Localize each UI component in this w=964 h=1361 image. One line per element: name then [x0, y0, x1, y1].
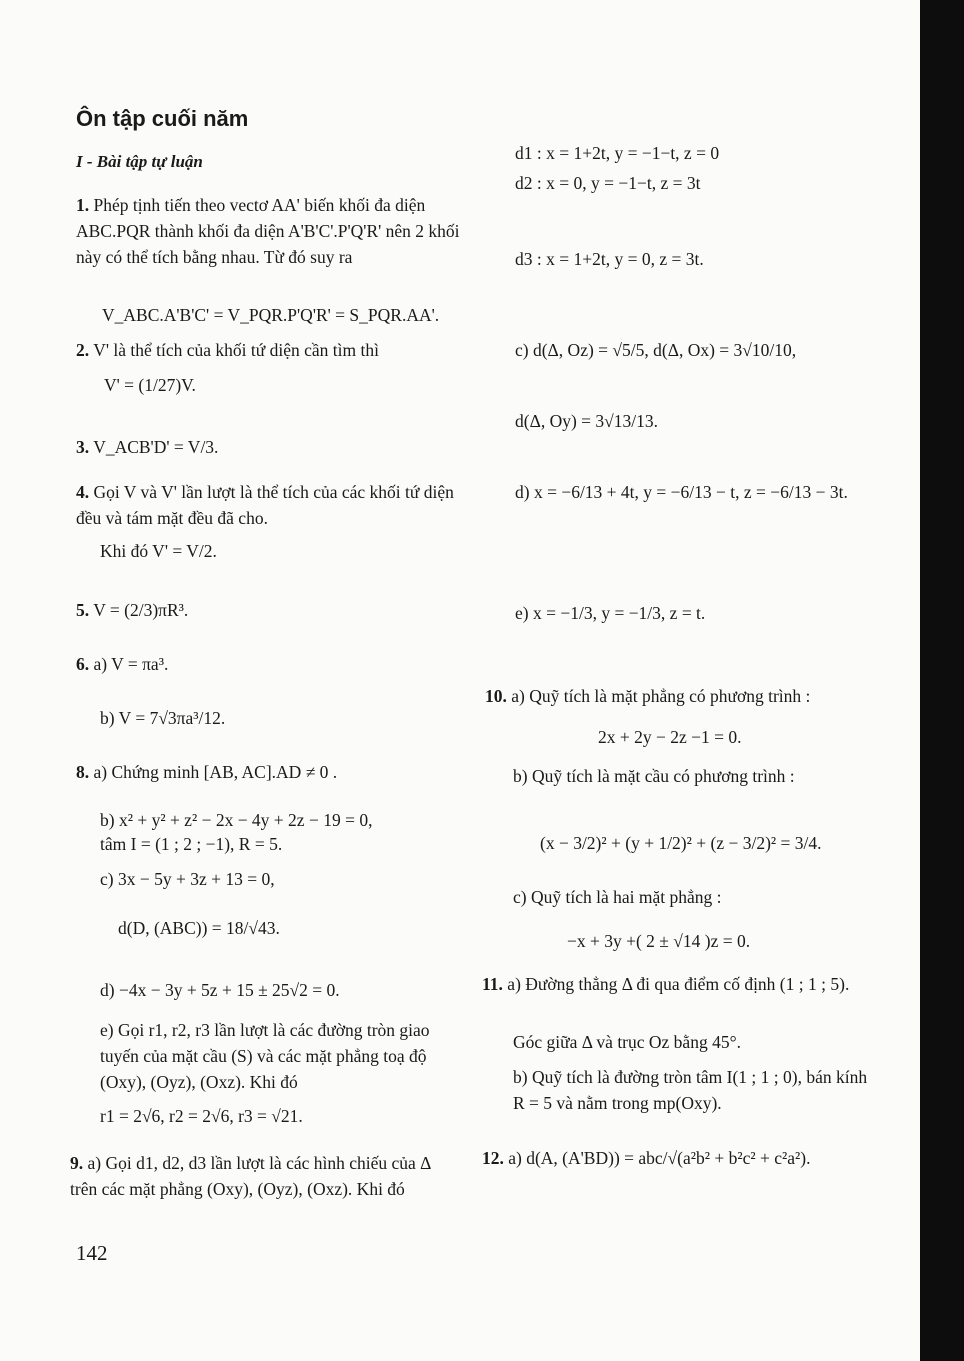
exercise-number: 12.: [482, 1148, 504, 1168]
line-d3: d3 : x = 1+2t, y = 0, z = 3t.: [515, 249, 704, 269]
exercise-9: [70, 1150, 460, 1202]
line-d1: d1 : x = 1+2t, y = −1−t, z = 0: [515, 143, 720, 163]
exercise-text: V' là thể tích của khối tứ diện cần tìm thì: [93, 340, 379, 360]
exercise-8-part-e-formula: r1 = 2√6, r2 = 2√6, r3 = √21.: [100, 1106, 303, 1126]
page-title: Ôn tập cuối năm: [76, 106, 249, 131]
exercise-4: [76, 479, 461, 531]
exercise-9-part-d: d) x = −6/13 + 4t, y = −6/13 − t, z = −6/13 − 3t.: [515, 482, 848, 502]
exercise-11-part-b: b) Quỹ tích là đường tròn tâm I(1 ; 1 ; 0), bán kính R = 5 và nằm trong mp(Oxy).: [513, 1067, 868, 1113]
scan-edge: [920, 0, 964, 1361]
exercise-6: [76, 651, 168, 677]
line-d2: d2 : x = 0, y = −1−t, z = 3t: [515, 173, 701, 193]
exercise-8-part-c-2: d(D, (ABC)) = 18/√43.: [118, 918, 280, 938]
exercise-1: [76, 192, 461, 270]
exercise-number: 10.: [485, 686, 507, 706]
exercise-10-part-b: b) Quỹ tích là mặt cầu có phương trình :: [513, 766, 795, 786]
exercise-10-part-a-eq: 2x + 2y − 2z −1 = 0.: [598, 727, 742, 747]
exercise-part-a: a) Chứng minh [AB, AC].AD ≠ 0 .: [93, 762, 338, 782]
exercise-9-part-c: c) d(Δ, Oz) = √5/5, d(Δ, Ox) = 3√10/10,: [515, 340, 797, 360]
exercise-part-a: a) V = πa³.: [93, 654, 169, 674]
exercise-part-a: a) Quỹ tích là mặt phẳng có phương trình :: [511, 686, 811, 706]
exercise-text: Gọi V và V' lần lượt là thể tích của các khối tứ diện đều và tám mặt đều đã cho.: [76, 482, 454, 528]
exercise-formula: V = (2/3)πR³.: [93, 600, 189, 620]
exercise-10-part-b-eq: (x − 3/2)² + (y + 1/2)² + (z − 3/2)² = 3/4.: [540, 833, 822, 853]
exercise-8-part-e: e) Gọi r1, r2, r3 lần lượt là các đường tròn giao tuyến của mặt cầu (S) và các mặt phẳng toạ độ (Oxy), (Oyz), (Oxz). Khi đó: [100, 1020, 430, 1092]
exercise-number: 2.: [76, 340, 90, 360]
exercise-10: [485, 683, 875, 709]
exercise-number: 3.: [76, 437, 90, 457]
exercise-11: [482, 971, 872, 997]
exercise-2-formula: V' = (1/27)V.: [104, 375, 196, 395]
exercise-8-part-d: d) −4x − 3y + 5z + 15 ± 25√2 = 0.: [100, 980, 340, 1000]
exercise-2: [76, 337, 466, 363]
section-title: I - Bài tập tự luận: [76, 152, 203, 171]
exercise-number: 9.: [70, 1153, 84, 1173]
page-number: 142: [76, 1241, 108, 1265]
exercise-8-part-b-1: b) x² + y² + z² − 2x − 4y + 2z − 19 = 0,: [100, 810, 373, 830]
exercise-6-part-b: b) V = 7√3πa³/12.: [100, 708, 226, 728]
exercise-text: a) Gọi d1, d2, d3 lần lượt là các hình chiếu của Δ trên các mặt phẳng (Oxy), (Oyz), (Oxz). Khi đó: [70, 1153, 431, 1199]
exercise-10-part-c: c) Quỹ tích là hai mặt phẳng :: [513, 887, 722, 907]
exercise-number: 4.: [76, 482, 90, 502]
exercise-12: [482, 1145, 872, 1171]
exercise-8-part-c-1: c) 3x − 5y + 3z + 13 = 0,: [100, 869, 275, 889]
exercise-number: 1.: [76, 195, 90, 215]
exercise-8-part-b-2: tâm I = (1 ; 2 ; −1), R = 5.: [100, 834, 283, 854]
exercise-number: 6.: [76, 654, 90, 674]
exercise-number: 8.: [76, 762, 90, 782]
exercise-4-formula: Khi đó V' = V/2.: [100, 541, 217, 561]
exercise-part-a: a) Đường thẳng Δ đi qua điểm cố định (1 ; 1 ; 5).: [507, 974, 850, 994]
exercise-8: [76, 759, 337, 785]
exercise-number: 5.: [76, 600, 90, 620]
exercise-number: 11.: [482, 974, 503, 994]
exercise-text: Phép tịnh tiến theo vectơ AA' biến khối đa diện ABC.PQR thành khối đa diện A'B'C'.P'Q'R' nên 2 khối này có thể tích bằng nhau. Từ đó suy ra: [76, 195, 460, 267]
exercise-9-part-c-2: d(Δ, Oy) = 3√13/13.: [515, 411, 659, 431]
exercise-formula: V_ACB'D' = V/3.: [93, 437, 219, 457]
exercise-11-part-a-2: Góc giữa Δ và trục Oz bằng 45°.: [513, 1032, 741, 1052]
exercise-part-a: a) d(A, (A'BD)) = abc/√(a²b² + b²c² + c²a²).: [508, 1148, 811, 1168]
exercise-5: [76, 597, 188, 623]
exercise-3: [76, 434, 218, 460]
exercise-10-part-c-eq: −x + 3y +( 2 ± √14 )z = 0.: [567, 931, 751, 951]
exercise-9-part-e: e) x = −1/3, y = −1/3, z = t.: [515, 603, 706, 623]
exercise-1-formula: V_ABC.A'B'C' = V_PQR.P'Q'R' = S_PQR.AA'.: [102, 305, 440, 325]
